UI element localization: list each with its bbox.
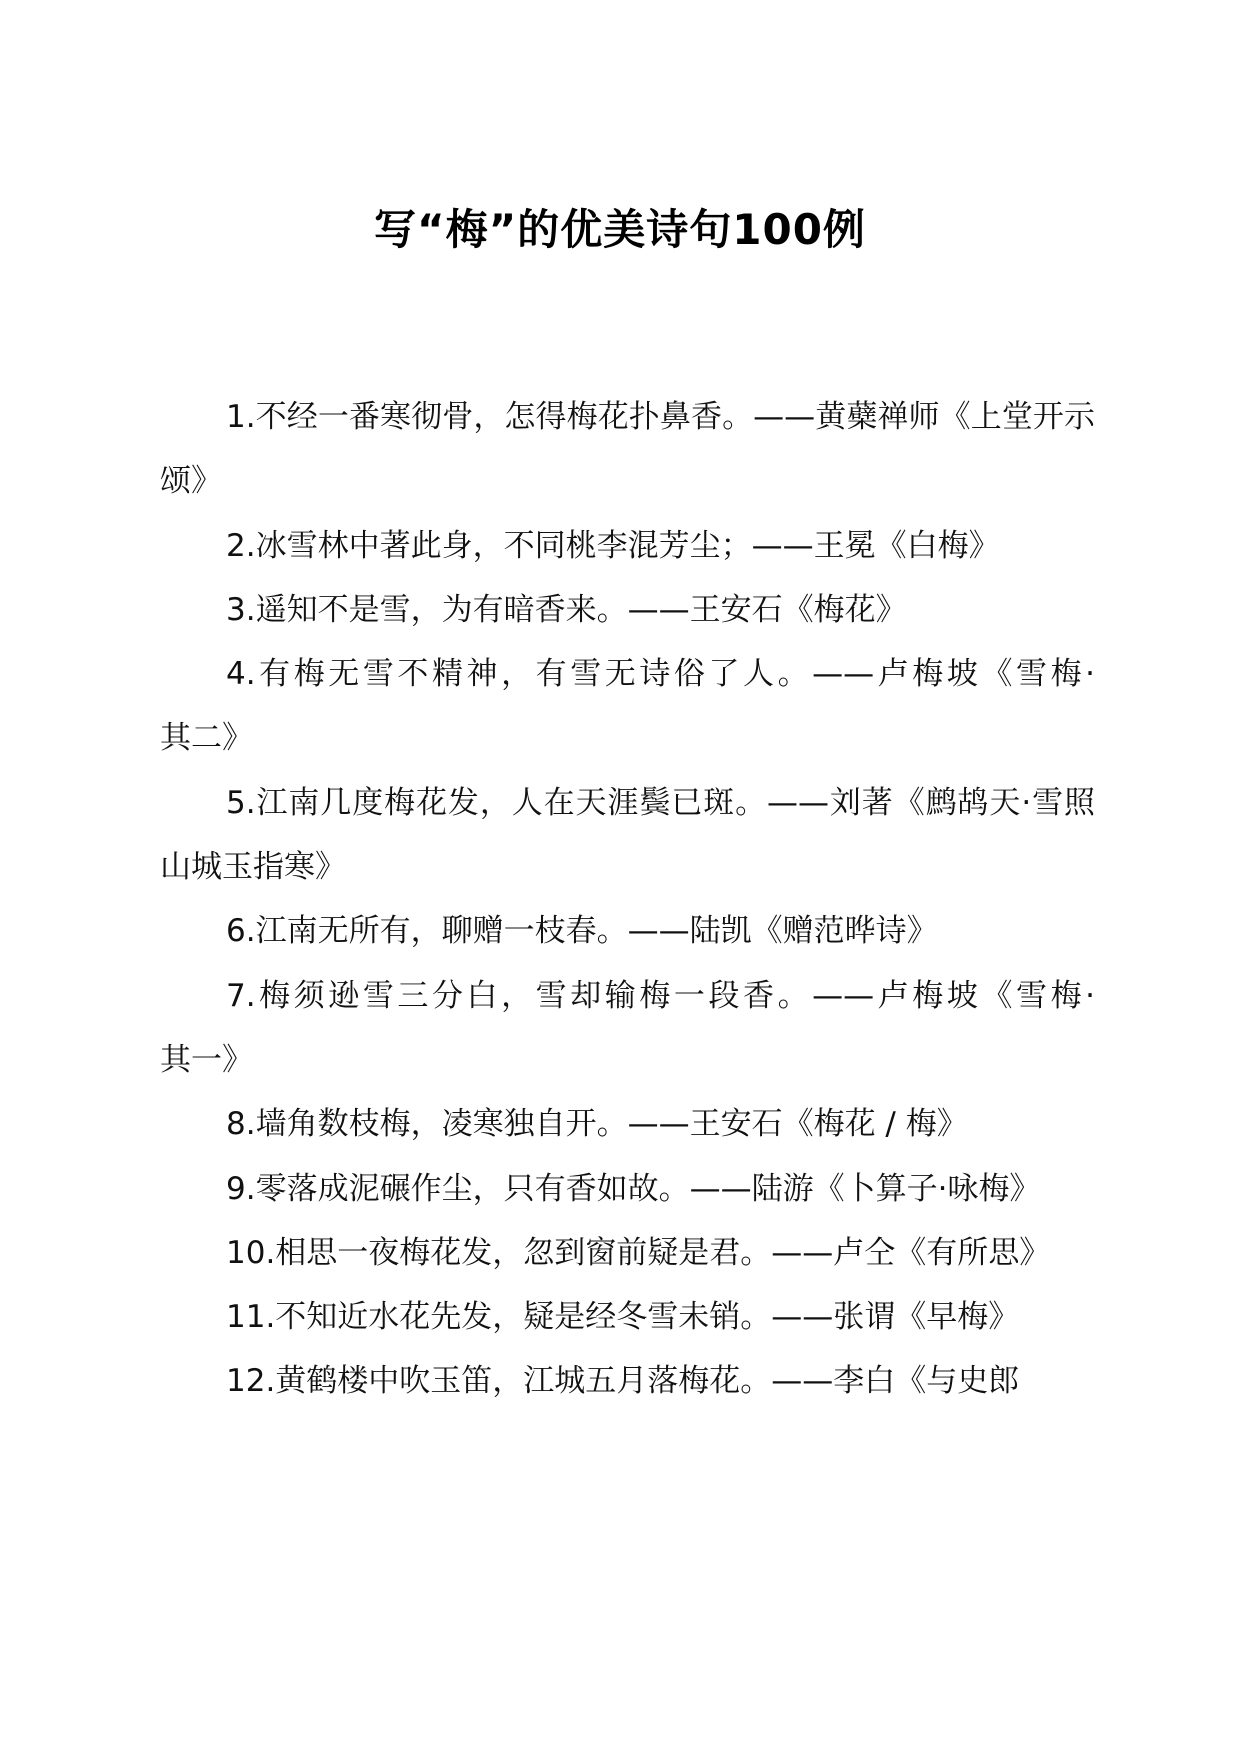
poem-entry-3 <box>160 578 1095 642</box>
entry-line: 12.黄鹤楼中吹玉笛，江城五月落梅花。——李白《与史郎 <box>226 1363 1020 1400</box>
entry-line: 6.江南无所有，聊赠一枝春。——陆凯《赠范晔诗》 <box>226 913 938 950</box>
entry-line: 梅》 <box>978 1170 1041 1207</box>
page-title: 写“梅”的优美诗句100例 <box>374 205 866 254</box>
entry-line: 9.零落成泥碾作尘，只有香如故。——陆游《卜算子·咏 <box>226 1170 979 1207</box>
poem-list <box>160 385 1095 1414</box>
entry-line: 10.相思一夜梅花发，忽到窗前疑是君。——卢仝《有所 <box>226 1234 989 1271</box>
entry-line: 1.不经一番寒彻骨，怎得梅花扑鼻香。——黄蘗禅师《上 <box>226 399 1002 435</box>
poem-entry-4 <box>160 642 1095 771</box>
poem-entry-12 <box>160 1349 1095 1413</box>
entry-line: 3.遥知不是雪，为有暗香来。——王安石《梅花》 <box>226 591 907 628</box>
entry-line: 思》 <box>988 1234 1051 1271</box>
entry-line: 雪照山城玉指寒》 <box>160 784 1095 886</box>
poem-entry-9 <box>160 1157 1095 1221</box>
entry-line: 7.梅须逊雪三分白，雪却输梅一段香。——卢梅坡《雪梅· <box>226 977 1095 1014</box>
entry-line: 堂开示颂》 <box>160 399 1095 500</box>
poem-entry-2 <box>160 514 1095 578</box>
poem-entry-10 <box>160 1221 1095 1285</box>
entry-line: 其二》 <box>160 720 253 757</box>
poem-entry-11 <box>160 1285 1095 1349</box>
entry-line: 其一》 <box>160 1041 253 1078</box>
poem-entry-7 <box>160 964 1095 1093</box>
poem-entry-8 <box>160 1092 1095 1156</box>
poem-entry-1 <box>160 385 1095 514</box>
entry-line: 8.墙角数枝梅，凌寒独自开。——王安石《梅花 / 梅》 <box>226 1106 968 1143</box>
entry-line: 4.有梅无雪不精神，有雪无诗俗了人。——卢梅坡《雪梅· <box>226 656 1095 693</box>
entry-line: 5.江南几度梅花发，人在天涯鬓已斑。——刘著《鹧鸪天· <box>226 784 1032 821</box>
poem-entry-6 <box>160 899 1095 963</box>
poem-entry-5 <box>160 771 1095 900</box>
entry-line: 2.冰雪林中著此身，不同桃李混芳尘；——王冕《白梅》 <box>226 527 1000 564</box>
entry-line: 11.不知近水花先发，疑是经冬雪未销。——张谓《早梅》 <box>226 1299 1020 1336</box>
